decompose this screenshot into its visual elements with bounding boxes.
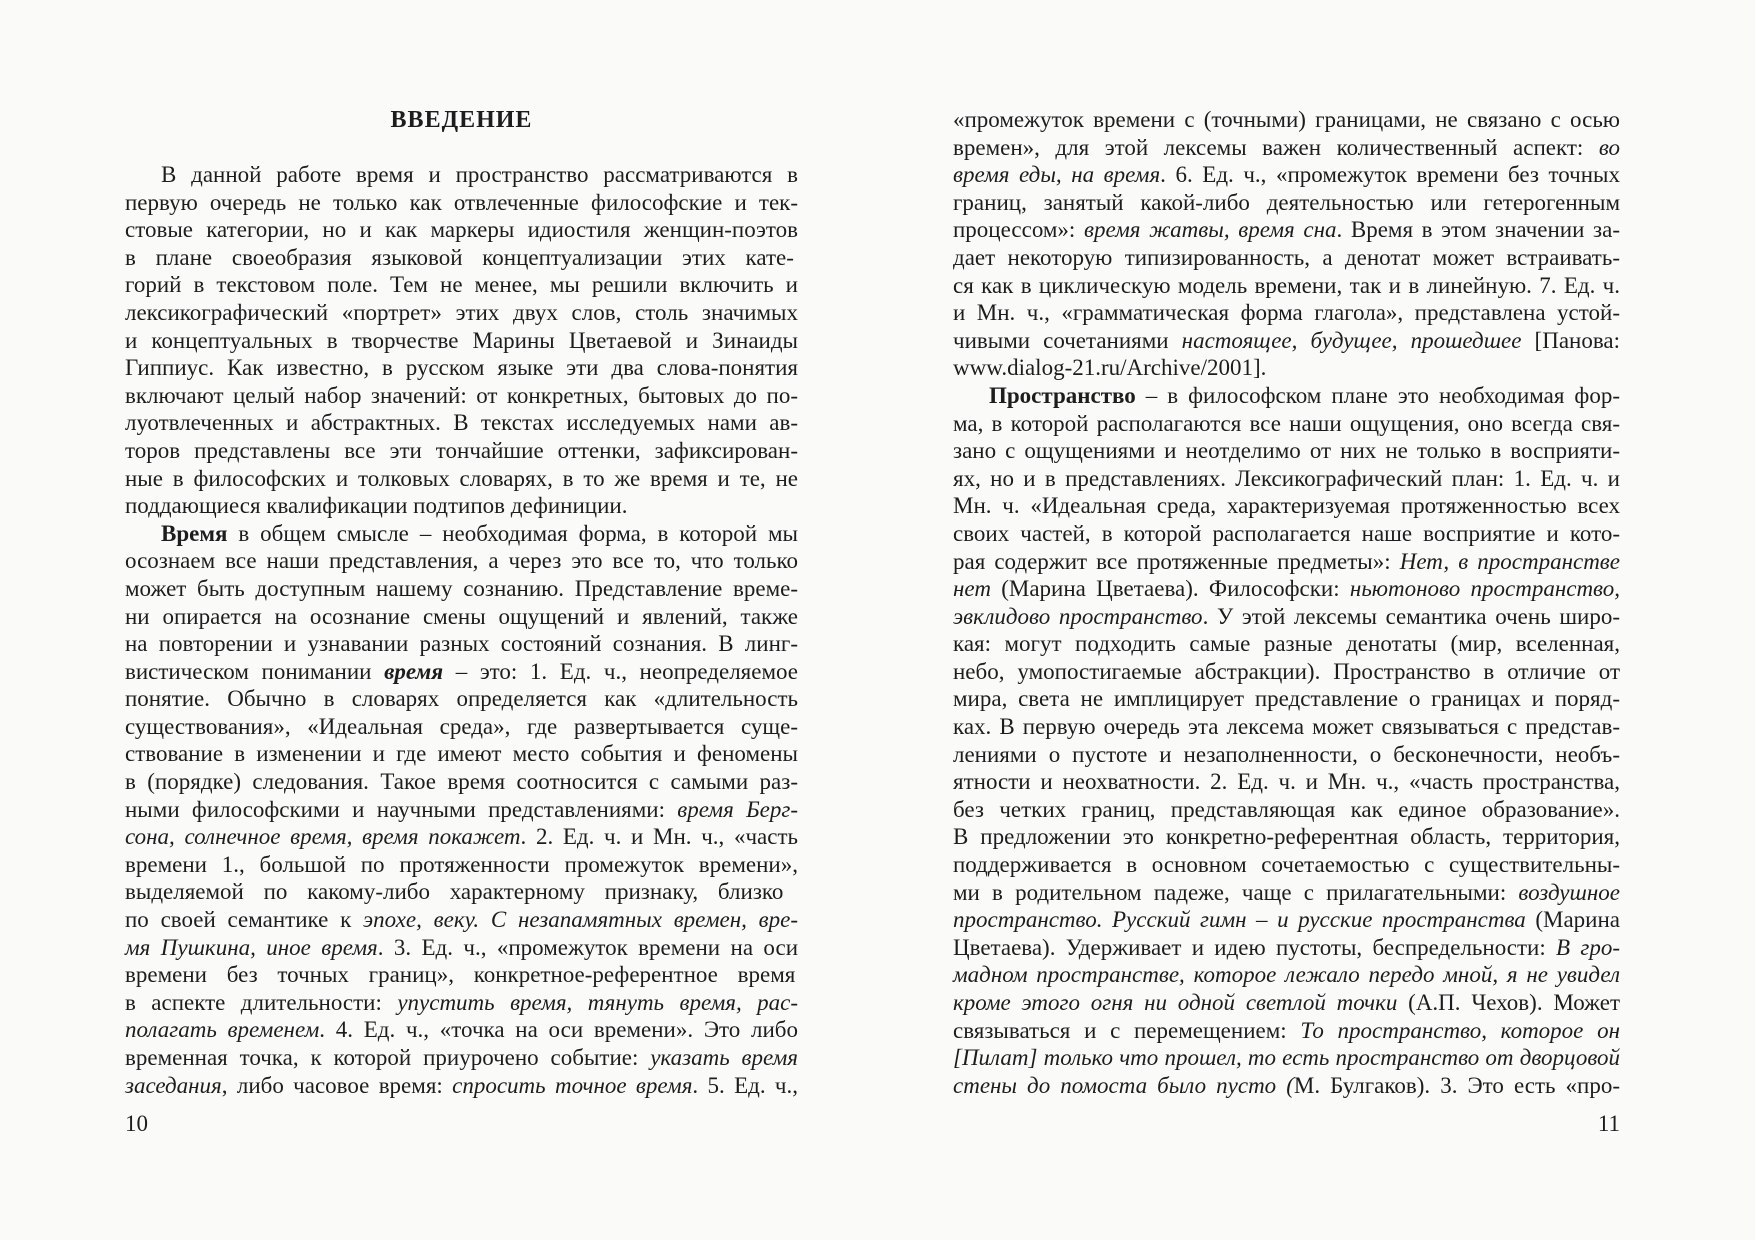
text-run: пространство. Русский гимн – и русские пространства — [953, 907, 1526, 933]
text-runs — [953, 990, 1620, 1015]
text-run: спросить точное время — [452, 1072, 693, 1098]
text-line — [125, 465, 798, 493]
text-runs — [953, 714, 1620, 739]
text-run: лексикографический «портрет» этих двух слов, столь значимых — [125, 299, 798, 325]
text-runs — [953, 355, 1266, 380]
text-runs — [953, 852, 1620, 877]
text-line — [125, 823, 798, 851]
text-run: эпохе, веку. С незапамятных времен, вре- — [363, 907, 798, 933]
text-line — [125, 1072, 798, 1100]
text-run: и концептуальных в творчестве Марины Цветаевой и Зинаиды — [125, 327, 798, 353]
text-runs — [125, 879, 783, 904]
text-runs — [125, 604, 798, 629]
text-run: небо, умопостигаемые абстракции). Пространство в отличие от — [953, 658, 1620, 684]
text-run: Пространство — [989, 382, 1136, 408]
text-runs — [953, 107, 1620, 132]
text-line — [125, 630, 798, 658]
text-run: выделяемой по какому-либо характерному признаку, близко — [125, 879, 784, 905]
text-line — [125, 575, 798, 603]
text-runs — [125, 714, 798, 739]
text-run: в общем смысле – необходимая форма, в которой мы — [227, 520, 798, 546]
text-runs — [953, 824, 1620, 849]
text-line — [953, 465, 1620, 493]
text-line — [953, 603, 1620, 631]
text-line — [125, 161, 798, 189]
text-run: эвклидово пространство — [953, 603, 1203, 629]
text-line — [953, 906, 1620, 934]
text-run: поддающиеся квалификации подтипов дефиниции. — [125, 493, 628, 519]
text-run: луотвлеченных и абстрактных. В текстах исследуемых нами ав- — [125, 410, 798, 436]
text-runs — [125, 300, 798, 325]
text-run: времен», для этой лексемы важен количественный аспект: — [953, 134, 1599, 160]
text-run: Цветаева). Удерживает и идею пустоты, беспредельности: — [953, 934, 1557, 960]
text-runs — [125, 990, 798, 1015]
text-run: ными философскими и научными представлениями: — [125, 796, 678, 822]
text-run: по своей семантике к — [125, 907, 364, 933]
text-line — [953, 1072, 1620, 1100]
text-runs — [161, 162, 798, 187]
text-line — [953, 134, 1620, 162]
text-runs — [125, 631, 798, 656]
text-run: . У этой лексемы семантика очень широ- — [1202, 603, 1620, 629]
text-run: рая содержит все протяженные предметы»: — [953, 548, 1400, 574]
text-runs — [953, 549, 1620, 574]
page-right — [953, 106, 1620, 1099]
text-runs — [125, 383, 798, 408]
text-line — [953, 851, 1620, 879]
text-line — [953, 961, 1620, 989]
text-run: ках. В первую очередь эта лексема может связываться с представ- — [953, 714, 1620, 740]
text-run: . 6. Ед. ч., «промежуток времени без точных — [1160, 162, 1620, 188]
text-line — [953, 630, 1620, 658]
text-runs — [953, 411, 1620, 436]
text-run: ни опирается на осознание смены ощущений и явлений, также — [125, 603, 798, 629]
text-runs — [953, 466, 1620, 491]
text-line — [953, 658, 1620, 686]
text-runs — [953, 162, 1620, 187]
text-run: своих частей, в которой располагается наше восприятие и кото- — [953, 520, 1620, 546]
text-line — [125, 354, 798, 382]
text-run: понятие. Обычно в словарях определяется как «длительность — [125, 686, 798, 712]
text-line — [125, 851, 798, 879]
text-run: М. Булгаков). 3. Это есть «про- — [1293, 1072, 1620, 1098]
text-line — [953, 244, 1620, 272]
text-line — [125, 547, 798, 575]
text-runs — [125, 1017, 798, 1042]
text-run: мира, света не имплицирует представление о границах и поряд- — [953, 686, 1620, 712]
text-line — [125, 216, 798, 244]
text-run: воздушное — [1518, 879, 1620, 905]
text-line — [125, 658, 798, 686]
text-runs — [953, 1018, 1620, 1043]
text-run: (Марина Цветаева). Философски: — [990, 576, 1350, 602]
text-run: . Время в этом значении за- — [1336, 217, 1621, 243]
text-runs — [125, 1045, 798, 1070]
text-runs — [125, 769, 798, 794]
text-runs — [953, 300, 1620, 325]
text-line — [953, 548, 1620, 576]
text-run: время — [384, 658, 444, 684]
text-run: мадном пространстве, которое лежало передо мной, я не увидел — [953, 962, 1620, 988]
text-run: Гиппиус. Как известно, в русском языке эти два слова-понятия — [125, 355, 798, 381]
text-runs — [125, 245, 794, 270]
text-runs — [953, 880, 1620, 905]
text-line — [953, 106, 1620, 134]
text-run: время Берг- — [677, 796, 798, 822]
text-run: на повторении и узнавании разных состояний сознания. В линг- — [125, 631, 798, 657]
text-run: в (порядке) следования. Такое время соотносится с самыми раз- — [125, 769, 798, 795]
text-line — [953, 1017, 1620, 1045]
text-line — [953, 934, 1620, 962]
text-runs — [953, 659, 1620, 684]
text-run: лениями о пустоте и незаполненности, о бесконечности, необъ- — [953, 741, 1620, 767]
text-line — [125, 961, 798, 989]
text-run: время еды, на время — [953, 162, 1161, 188]
text-line — [953, 741, 1620, 769]
text-runs — [125, 272, 798, 297]
text-run: – в философском плане это необходимая фор- — [1135, 382, 1620, 408]
text-runs — [953, 328, 1620, 353]
text-line — [125, 437, 798, 465]
text-line — [125, 713, 798, 741]
text-run: может быть доступным нашему сознанию. Представление време- — [125, 575, 798, 601]
text-runs — [953, 190, 1620, 215]
text-line — [953, 299, 1620, 327]
text-line — [953, 272, 1620, 300]
text-line — [953, 1044, 1620, 1072]
text-runs — [125, 1073, 798, 1098]
text-runs — [953, 631, 1620, 656]
chapter-heading: ВВЕДЕНИЕ — [390, 107, 533, 133]
text-run: во — [1598, 134, 1620, 160]
text-runs — [125, 935, 798, 960]
text-line — [125, 603, 798, 631]
text-run: границ, занятый какой-либо деятельностью или гетерогенным — [953, 189, 1620, 215]
text-runs — [953, 438, 1620, 463]
text-run: ньютоново пространство, — [1349, 576, 1620, 602]
text-run: . 4. Ед. ч., «точка на оси времени». Это либо — [319, 1017, 798, 1043]
text-run: То пространство, которое он — [1300, 1017, 1620, 1043]
text-runs — [125, 328, 798, 353]
text-line — [953, 437, 1620, 465]
text-line — [953, 575, 1620, 603]
text-run: (Марина — [1525, 907, 1620, 933]
text-run: В гро- — [1556, 934, 1620, 960]
text-runs — [989, 383, 1620, 408]
text-runs — [125, 355, 798, 380]
text-runs — [125, 410, 798, 435]
text-run: дает некоторую типизированность, а денотат может встраивать- — [953, 244, 1620, 270]
text-run: стовые категории, но и как маркеры идиостиля женщин-поэтов — [125, 217, 798, 243]
text-line — [953, 796, 1620, 824]
page-number-left: 10 — [125, 1111, 148, 1136]
text-line — [953, 768, 1620, 796]
text-line — [953, 685, 1620, 713]
text-runs — [953, 686, 1620, 711]
text-runs — [125, 217, 798, 242]
text-line — [125, 409, 798, 437]
text-run: В предложении это конкретно-референтная область, территория, — [953, 824, 1620, 850]
text-runs — [953, 797, 1620, 822]
text-run: процессом»: — [953, 217, 1084, 243]
text-line — [953, 161, 1620, 189]
text-runs — [953, 962, 1620, 987]
text-run: время жатвы, время сна — [1083, 217, 1337, 243]
text-run: в аспекте длительности: — [125, 989, 398, 1015]
text-runs — [125, 438, 798, 463]
text-run: заседания — [125, 1072, 222, 1098]
text-runs — [125, 493, 627, 518]
text-line — [953, 354, 1620, 382]
text-run: указать время — [650, 1045, 799, 1070]
text-runs — [953, 907, 1620, 932]
text-run: нет — [953, 576, 991, 602]
page-left — [125, 106, 798, 1099]
text-runs — [125, 466, 798, 491]
text-line — [125, 492, 798, 520]
text-runs — [953, 935, 1620, 960]
text-line — [125, 796, 798, 824]
text-line — [125, 768, 798, 796]
text-run: без четких границ, представляющая как единое образование». — [953, 796, 1620, 822]
text-run: и Мн. ч., «грамматическая форма глагола», представлена устой- — [953, 300, 1620, 326]
text-run: ствование в изменении и где имеют место события и феномены — [125, 741, 798, 767]
text-runs — [953, 493, 1620, 518]
text-run: чивыми сочетаниями — [953, 327, 1182, 353]
text-run: Мн. ч. «Идеальная среда, характеризуемая протяженностью всех — [953, 493, 1620, 519]
text-line — [953, 410, 1620, 438]
right-page-text — [953, 106, 1620, 1099]
text-line — [953, 989, 1620, 1017]
text-run: стены до помоста было пусто ( — [953, 1072, 1294, 1098]
text-run: времени без точных границ», конкретное-референтное время — [125, 962, 796, 988]
text-runs — [125, 659, 798, 684]
text-line — [125, 740, 798, 768]
text-runs — [125, 548, 798, 573]
text-run: . 5. Ед. ч., — [692, 1072, 798, 1098]
text-run: вистическом понимании — [125, 658, 385, 684]
text-line — [953, 216, 1620, 244]
text-line — [125, 382, 798, 410]
text-run: «промежуток времени с (точными) границами, не связано с осью — [953, 107, 1620, 132]
text-runs — [953, 217, 1620, 242]
text-line — [953, 492, 1620, 520]
text-line — [125, 878, 798, 906]
text-runs — [953, 273, 1620, 298]
text-line — [953, 823, 1620, 851]
text-run: ми в родительном падеже, чаще с прилагательными: — [953, 879, 1519, 905]
text-run: осознаем все наши представления, а через это все то, что только — [125, 548, 798, 574]
text-run: кроме этого огня ни одной светлой точки — [953, 990, 1398, 1015]
left-page-text — [125, 161, 798, 1099]
text-run: ные в философских и толковых словарях, в то же время и те, не — [125, 465, 798, 491]
text-line — [953, 189, 1620, 217]
text-run: . 3. Ед. ч., «промежуток времени на оси — [377, 934, 798, 960]
text-line — [125, 989, 798, 1017]
text-runs — [953, 742, 1620, 767]
text-runs — [953, 576, 1620, 601]
text-run: времени 1., большой по протяженности промежуток времени», — [125, 851, 798, 877]
text-runs — [125, 797, 798, 822]
text-runs — [953, 245, 1620, 270]
text-run: в плане своеобразия языковой концептуализации этих кате- — [125, 244, 794, 270]
text-run: торов представлены все эти тончайшие оттенки, зафиксирован- — [125, 437, 798, 463]
text-run: ся как в циклическую модель времени, так и в линейную. 7. Ед. ч. — [953, 272, 1620, 298]
text-run: ятности и неохватности. 2. Ед. ч. и Мн. ч., «часть пространства, — [953, 769, 1620, 795]
text-run: настоящее, будущее, прошедшее — [1181, 327, 1522, 353]
text-run: полагать временем — [125, 1017, 320, 1043]
text-line — [125, 906, 798, 934]
text-line — [125, 271, 798, 299]
text-run: временная точка, к которой приурочено событие: — [125, 1045, 651, 1070]
text-line — [125, 299, 798, 327]
text-line — [125, 244, 798, 272]
text-line — [125, 520, 798, 548]
text-run: горий в текстовом поле. Тем не менее, мы решили включить и — [125, 272, 798, 298]
text-run: Нет, в пространстве — [1399, 548, 1620, 574]
text-runs — [125, 686, 798, 711]
text-run: кая: могут подходить самые разные денотаты (мир, вселенная, — [953, 631, 1620, 657]
text-runs — [125, 962, 795, 987]
text-runs — [953, 769, 1620, 794]
text-line — [125, 1016, 798, 1044]
text-run: [Пилат] только что прошел, то есть пространство от дворцовой — [953, 1045, 1620, 1071]
text-run: упустить время, тянуть время, рас- — [397, 989, 799, 1015]
page-number-right: 11 — [1597, 1111, 1620, 1136]
text-runs — [125, 824, 798, 849]
text-run: В данной работе время и пространство рассматриваются в — [161, 162, 798, 187]
text-run: . 2. Ед. ч. и Мн. ч., «часть — [520, 824, 798, 850]
text-runs — [953, 1073, 1620, 1098]
text-run: включают целый набор значений: от конкретных, бытовых до по- — [125, 382, 798, 408]
text-line — [125, 685, 798, 713]
text-line — [125, 327, 798, 355]
text-line — [953, 879, 1620, 907]
text-runs — [125, 741, 798, 766]
text-run: сона, солнечное время, время покажет — [125, 824, 521, 850]
text-runs — [161, 521, 798, 546]
text-run: [Панова: — [1521, 327, 1620, 353]
heading-spacer — [125, 134, 798, 161]
text-line — [125, 1044, 798, 1072]
text-line — [953, 520, 1620, 548]
text-runs — [953, 604, 1620, 629]
text-line — [953, 327, 1620, 355]
text-line — [953, 713, 1620, 741]
text-runs — [953, 135, 1620, 160]
text-run: Время — [161, 520, 228, 546]
text-runs — [953, 1045, 1620, 1070]
text-line — [125, 934, 798, 962]
text-runs — [953, 521, 1620, 546]
text-runs — [125, 907, 798, 932]
text-run: первую очередь не только как отвлеченные философские и тек- — [125, 189, 798, 215]
text-run: ях, но и в представлениях. Лексикографический план: 1. Ед. ч. и — [953, 465, 1620, 491]
text-run: существования», «Идеальная среда», где развертывается суще- — [125, 713, 798, 739]
text-run: (А.П. Чехов). Может — [1397, 990, 1620, 1015]
text-runs — [125, 576, 798, 601]
text-run: , либо часовое время: — [221, 1072, 453, 1098]
text-line — [125, 189, 798, 217]
text-run: поддерживается в основном сочетаемостью с существительны- — [953, 852, 1620, 878]
text-run: – это: 1. Ед. ч., неопределяемое — [443, 658, 798, 684]
text-line — [953, 382, 1620, 410]
text-run: зано с ощущениями и неотделимо от них не только в восприяти- — [953, 438, 1620, 464]
text-run: www.dialog-21.ru/Archive/2001]. — [953, 355, 1267, 381]
text-run: связываться и с перемещением: — [953, 1017, 1301, 1043]
text-run: ма, в которой располагаются все наши ощущения, оно всегда свя- — [953, 410, 1620, 436]
text-runs — [125, 852, 798, 877]
text-runs — [125, 190, 798, 215]
text-run: мя Пушкина, иное время — [125, 934, 378, 960]
